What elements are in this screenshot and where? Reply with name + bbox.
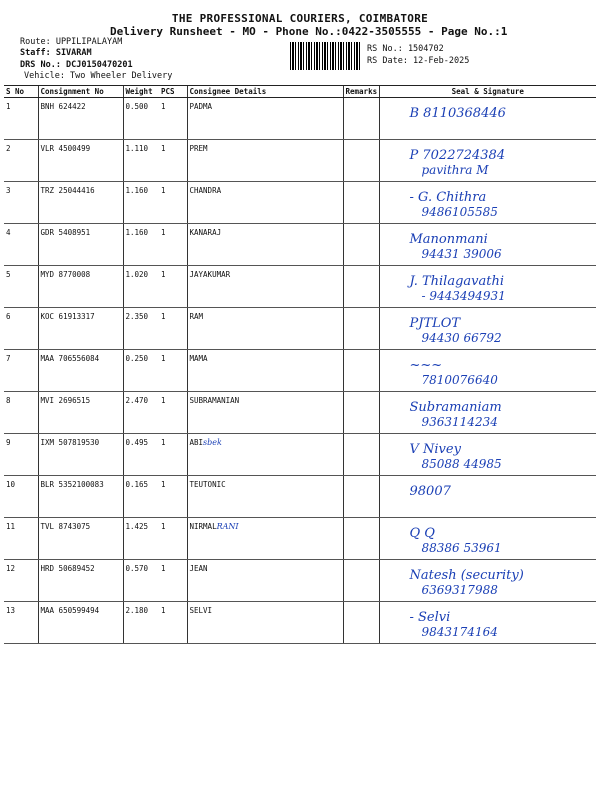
row-remarks [343, 182, 379, 224]
row-pcs [159, 308, 187, 350]
row-sno [4, 602, 38, 644]
row-sno-text: 11 [6, 522, 16, 531]
signature-ink: ~~~ [409, 358, 443, 373]
table-row [4, 308, 596, 350]
row-pcs-text: 1 [161, 354, 166, 363]
row-weight-text: 1.020 [125, 270, 149, 279]
signature-ink: 98007 [409, 484, 451, 499]
table-row [4, 182, 596, 224]
row-consignment-text: MAA 706556084 [40, 354, 100, 363]
signature-ink: - G. Chithra [409, 190, 487, 205]
row-sno-text: 7 [6, 354, 11, 363]
row-weight-text: 0.495 [125, 438, 149, 447]
row-weight-text: 1.160 [125, 228, 149, 237]
row-consignment [38, 602, 123, 644]
signature-ink: - Selvi [409, 610, 451, 625]
row-signature [379, 182, 596, 224]
runsheet-title: Delivery Runsheet - MO - Phone No.:0422-3505555 - Page No.:1 [110, 25, 508, 38]
signature-ink: 88386 53961 [421, 541, 502, 555]
route-label: Route: UPPILIPALAYAM [20, 37, 123, 47]
row-consignment-text: TRZ 25044416 [40, 186, 95, 195]
row-sno [4, 266, 38, 308]
row-weight-text: 0.570 [125, 564, 149, 573]
row-weight-text: 0.500 [125, 102, 149, 111]
signature-ink: 94431 39006 [421, 247, 502, 261]
rs-number: RS No.: 1504702 [367, 44, 444, 54]
row-consignee-text: KANARAJ [189, 228, 222, 237]
row-consignee [187, 140, 343, 182]
row-pcs [159, 140, 187, 182]
row-consignment-text: BNH 624422 [40, 102, 86, 111]
table-header [4, 86, 596, 98]
row-consignment [38, 182, 123, 224]
row-sno [4, 476, 38, 518]
signature-ink: 7810076640 [421, 373, 498, 387]
row-consignee-text: TEUTONIC [189, 480, 226, 489]
row-weight [123, 518, 159, 560]
row-signature [379, 98, 596, 140]
row-consignment [38, 308, 123, 350]
row-sno-text: 4 [6, 228, 11, 237]
row-consignment-text: TVL 8743075 [40, 522, 91, 531]
row-remarks [343, 392, 379, 434]
row-consignee-text: CHANDRA [189, 186, 222, 195]
row-consignee [187, 560, 343, 602]
row-consignment [38, 476, 123, 518]
row-consignment-text: VLR 4500499 [40, 144, 91, 153]
handwritten-name-suffix: RANI [216, 522, 239, 531]
drs-label: DRS No.: DCJ0150470201 [20, 60, 133, 70]
row-sno [4, 518, 38, 560]
row-remarks [343, 98, 379, 140]
row-consignee [187, 350, 343, 392]
row-consignee-text: PADMA [189, 102, 213, 111]
signature-ink: V Nivey [409, 442, 461, 457]
table-row [4, 476, 596, 518]
table-row [4, 140, 596, 182]
row-weight [123, 434, 159, 476]
row-remarks [343, 224, 379, 266]
row-weight [123, 350, 159, 392]
row-consignee [187, 98, 343, 140]
row-pcs-text: 1 [161, 480, 166, 489]
row-consignee [187, 224, 343, 266]
table-row [4, 602, 596, 644]
table-row [4, 392, 596, 434]
row-consignment [38, 350, 123, 392]
row-consignee-text: JEAN [189, 564, 208, 573]
row-sno [4, 308, 38, 350]
row-weight [123, 140, 159, 182]
row-consignee [187, 602, 343, 644]
row-consignment [38, 140, 123, 182]
row-sno-text: 6 [6, 312, 11, 321]
signature-ink: 9363114234 [421, 415, 498, 429]
row-signature [379, 224, 596, 266]
row-pcs [159, 266, 187, 308]
table-row [4, 350, 596, 392]
row-pcs-text: 1 [161, 144, 166, 153]
row-pcs [159, 476, 187, 518]
signature-ink: P 7022724384 [409, 148, 506, 163]
signature-ink: Subramaniam [409, 400, 502, 415]
row-weight [123, 602, 159, 644]
signature-ink: 9843174164 [421, 625, 498, 639]
row-remarks [343, 140, 379, 182]
row-pcs [159, 224, 187, 266]
signature-ink: pavithra M [421, 163, 489, 177]
signature-ink: 94430 66792 [421, 331, 502, 345]
row-weight [123, 560, 159, 602]
col-remarks: Remarks [343, 86, 379, 98]
row-consignment-text: GDR 5408951 [40, 228, 91, 237]
row-weight [123, 392, 159, 434]
row-signature [379, 266, 596, 308]
col-consignee: Consignee Details [187, 86, 343, 98]
row-consignee-text: MAMA [189, 354, 208, 363]
signature-ink: - 9443494931 [421, 289, 506, 303]
row-consignment-text: MVI 2696515 [40, 396, 91, 405]
row-sno-text: 12 [6, 564, 16, 573]
row-remarks [343, 602, 379, 644]
row-consignee-text: JAYAKUMAR [189, 270, 231, 279]
table-row [4, 560, 596, 602]
row-sno [4, 98, 38, 140]
signature-ink: 85088 44985 [421, 457, 502, 471]
row-signature [379, 560, 596, 602]
col-pcs: PCS [159, 86, 187, 98]
row-pcs-text: 1 [161, 312, 166, 321]
signature-ink: Natesh (security) [409, 568, 524, 583]
barcode [290, 42, 360, 70]
row-sno [4, 560, 38, 602]
row-weight-text: 1.425 [125, 522, 149, 531]
row-signature [379, 350, 596, 392]
row-remarks [343, 308, 379, 350]
row-weight-text: 1.160 [125, 186, 149, 195]
row-consignment [38, 224, 123, 266]
row-signature [379, 308, 596, 350]
row-consignee [187, 308, 343, 350]
company-title: THE PROFESSIONAL COURIERS, COIMBATORE [171, 12, 429, 25]
signature-ink: Manonmani [409, 232, 488, 247]
row-sno [4, 182, 38, 224]
row-weight-text: 2.470 [125, 396, 149, 405]
row-consignee-text: SELVI [189, 606, 213, 615]
row-signature [379, 476, 596, 518]
row-weight [123, 224, 159, 266]
row-consignment-text: IXM 507819530 [40, 438, 100, 447]
row-weight [123, 266, 159, 308]
signature-ink: 6369317988 [421, 583, 498, 597]
row-signature [379, 434, 596, 476]
col-consignment: Consignment No [38, 86, 123, 98]
col-weight: Weight [123, 86, 159, 98]
row-consignment [38, 518, 123, 560]
row-pcs [159, 182, 187, 224]
row-consignee [187, 266, 343, 308]
row-consignee-text: SUBRAMANIAN [189, 396, 240, 405]
row-consignment-text: HRD 50689452 [40, 564, 95, 573]
row-consignment [38, 98, 123, 140]
row-sno-text: 1 [6, 102, 11, 111]
row-consignment [38, 392, 123, 434]
row-consignment-text: MYD 8770008 [40, 270, 91, 279]
table-row [4, 224, 596, 266]
row-consignee [187, 476, 343, 518]
signature-ink: 9486105585 [421, 205, 498, 219]
staff-label: Staff: SIVARAM [20, 48, 92, 58]
row-remarks [343, 476, 379, 518]
row-pcs [159, 560, 187, 602]
row-weight-text: 1.110 [125, 144, 149, 153]
row-sno [4, 350, 38, 392]
row-signature [379, 602, 596, 644]
row-sno-text: 10 [6, 480, 16, 489]
signature-ink: J. Thilagavathi [409, 274, 504, 289]
row-weight-text: 2.350 [125, 312, 149, 321]
row-consignee [187, 434, 343, 476]
row-sno [4, 434, 38, 476]
row-pcs [159, 350, 187, 392]
row-weight-text: 0.165 [125, 480, 149, 489]
row-remarks [343, 518, 379, 560]
row-sno-text: 2 [6, 144, 11, 153]
row-consignee [187, 182, 343, 224]
row-weight [123, 98, 159, 140]
row-sno-text: 3 [6, 186, 11, 195]
row-sno [4, 224, 38, 266]
row-consignment [38, 266, 123, 308]
vehicle-label: Vehicle: Two Wheeler Delivery [24, 71, 173, 81]
row-consignment-text: KOC 61913317 [40, 312, 95, 321]
row-pcs [159, 98, 187, 140]
signature-ink: B 8110368446 [409, 106, 506, 121]
row-signature [379, 518, 596, 560]
row-pcs-text: 1 [161, 270, 166, 279]
row-pcs-text: 1 [161, 606, 166, 615]
table-row [4, 434, 596, 476]
row-remarks [343, 560, 379, 602]
row-weight [123, 308, 159, 350]
row-pcs-text: 1 [161, 564, 166, 573]
row-pcs-text: 1 [161, 438, 166, 447]
row-weight-text: 0.250 [125, 354, 149, 363]
rs-date: RS Date: 12-Feb-2025 [367, 56, 470, 66]
table-row [4, 518, 596, 560]
row-sno-text: 5 [6, 270, 11, 279]
row-sno-text: 9 [6, 438, 11, 447]
row-pcs-text: 1 [161, 228, 166, 237]
row-consignment [38, 434, 123, 476]
row-signature [379, 392, 596, 434]
row-pcs [159, 518, 187, 560]
row-consignee-text: PREM [189, 144, 208, 153]
row-signature [379, 140, 596, 182]
signature-ink: PJTLOT [409, 316, 461, 331]
row-remarks [343, 350, 379, 392]
row-pcs-text: 1 [161, 396, 166, 405]
row-consignment [38, 560, 123, 602]
row-sno [4, 140, 38, 182]
table-row [4, 98, 596, 140]
col-sno: S No [4, 86, 38, 98]
row-consignment-text: MAA 650599494 [40, 606, 100, 615]
signature-ink: Q Q [409, 526, 435, 541]
row-remarks [343, 434, 379, 476]
col-seal-signature: Seal & Signature [379, 86, 596, 98]
runsheet-table [4, 85, 596, 644]
row-consignee [187, 518, 343, 560]
row-consignee-text: RAM [189, 312, 204, 321]
row-pcs-text: 1 [161, 102, 166, 111]
row-consignee [187, 392, 343, 434]
row-pcs-text: 1 [161, 522, 166, 531]
row-pcs [159, 602, 187, 644]
row-pcs [159, 434, 187, 476]
row-weight-text: 2.180 [125, 606, 149, 615]
row-pcs [159, 392, 187, 434]
row-consignee-text: NIRMAL [189, 522, 217, 531]
row-weight [123, 476, 159, 518]
row-sno-text: 8 [6, 396, 11, 405]
row-sno-text: 13 [6, 606, 16, 615]
handwritten-name-suffix: sbek [203, 438, 222, 447]
row-consignment-text: BLR 5352100083 [40, 480, 104, 489]
row-sno [4, 392, 38, 434]
row-weight [123, 182, 159, 224]
row-consignee-text: ABI [189, 438, 204, 447]
row-pcs-text: 1 [161, 186, 166, 195]
table-row [4, 266, 596, 308]
row-remarks [343, 266, 379, 308]
